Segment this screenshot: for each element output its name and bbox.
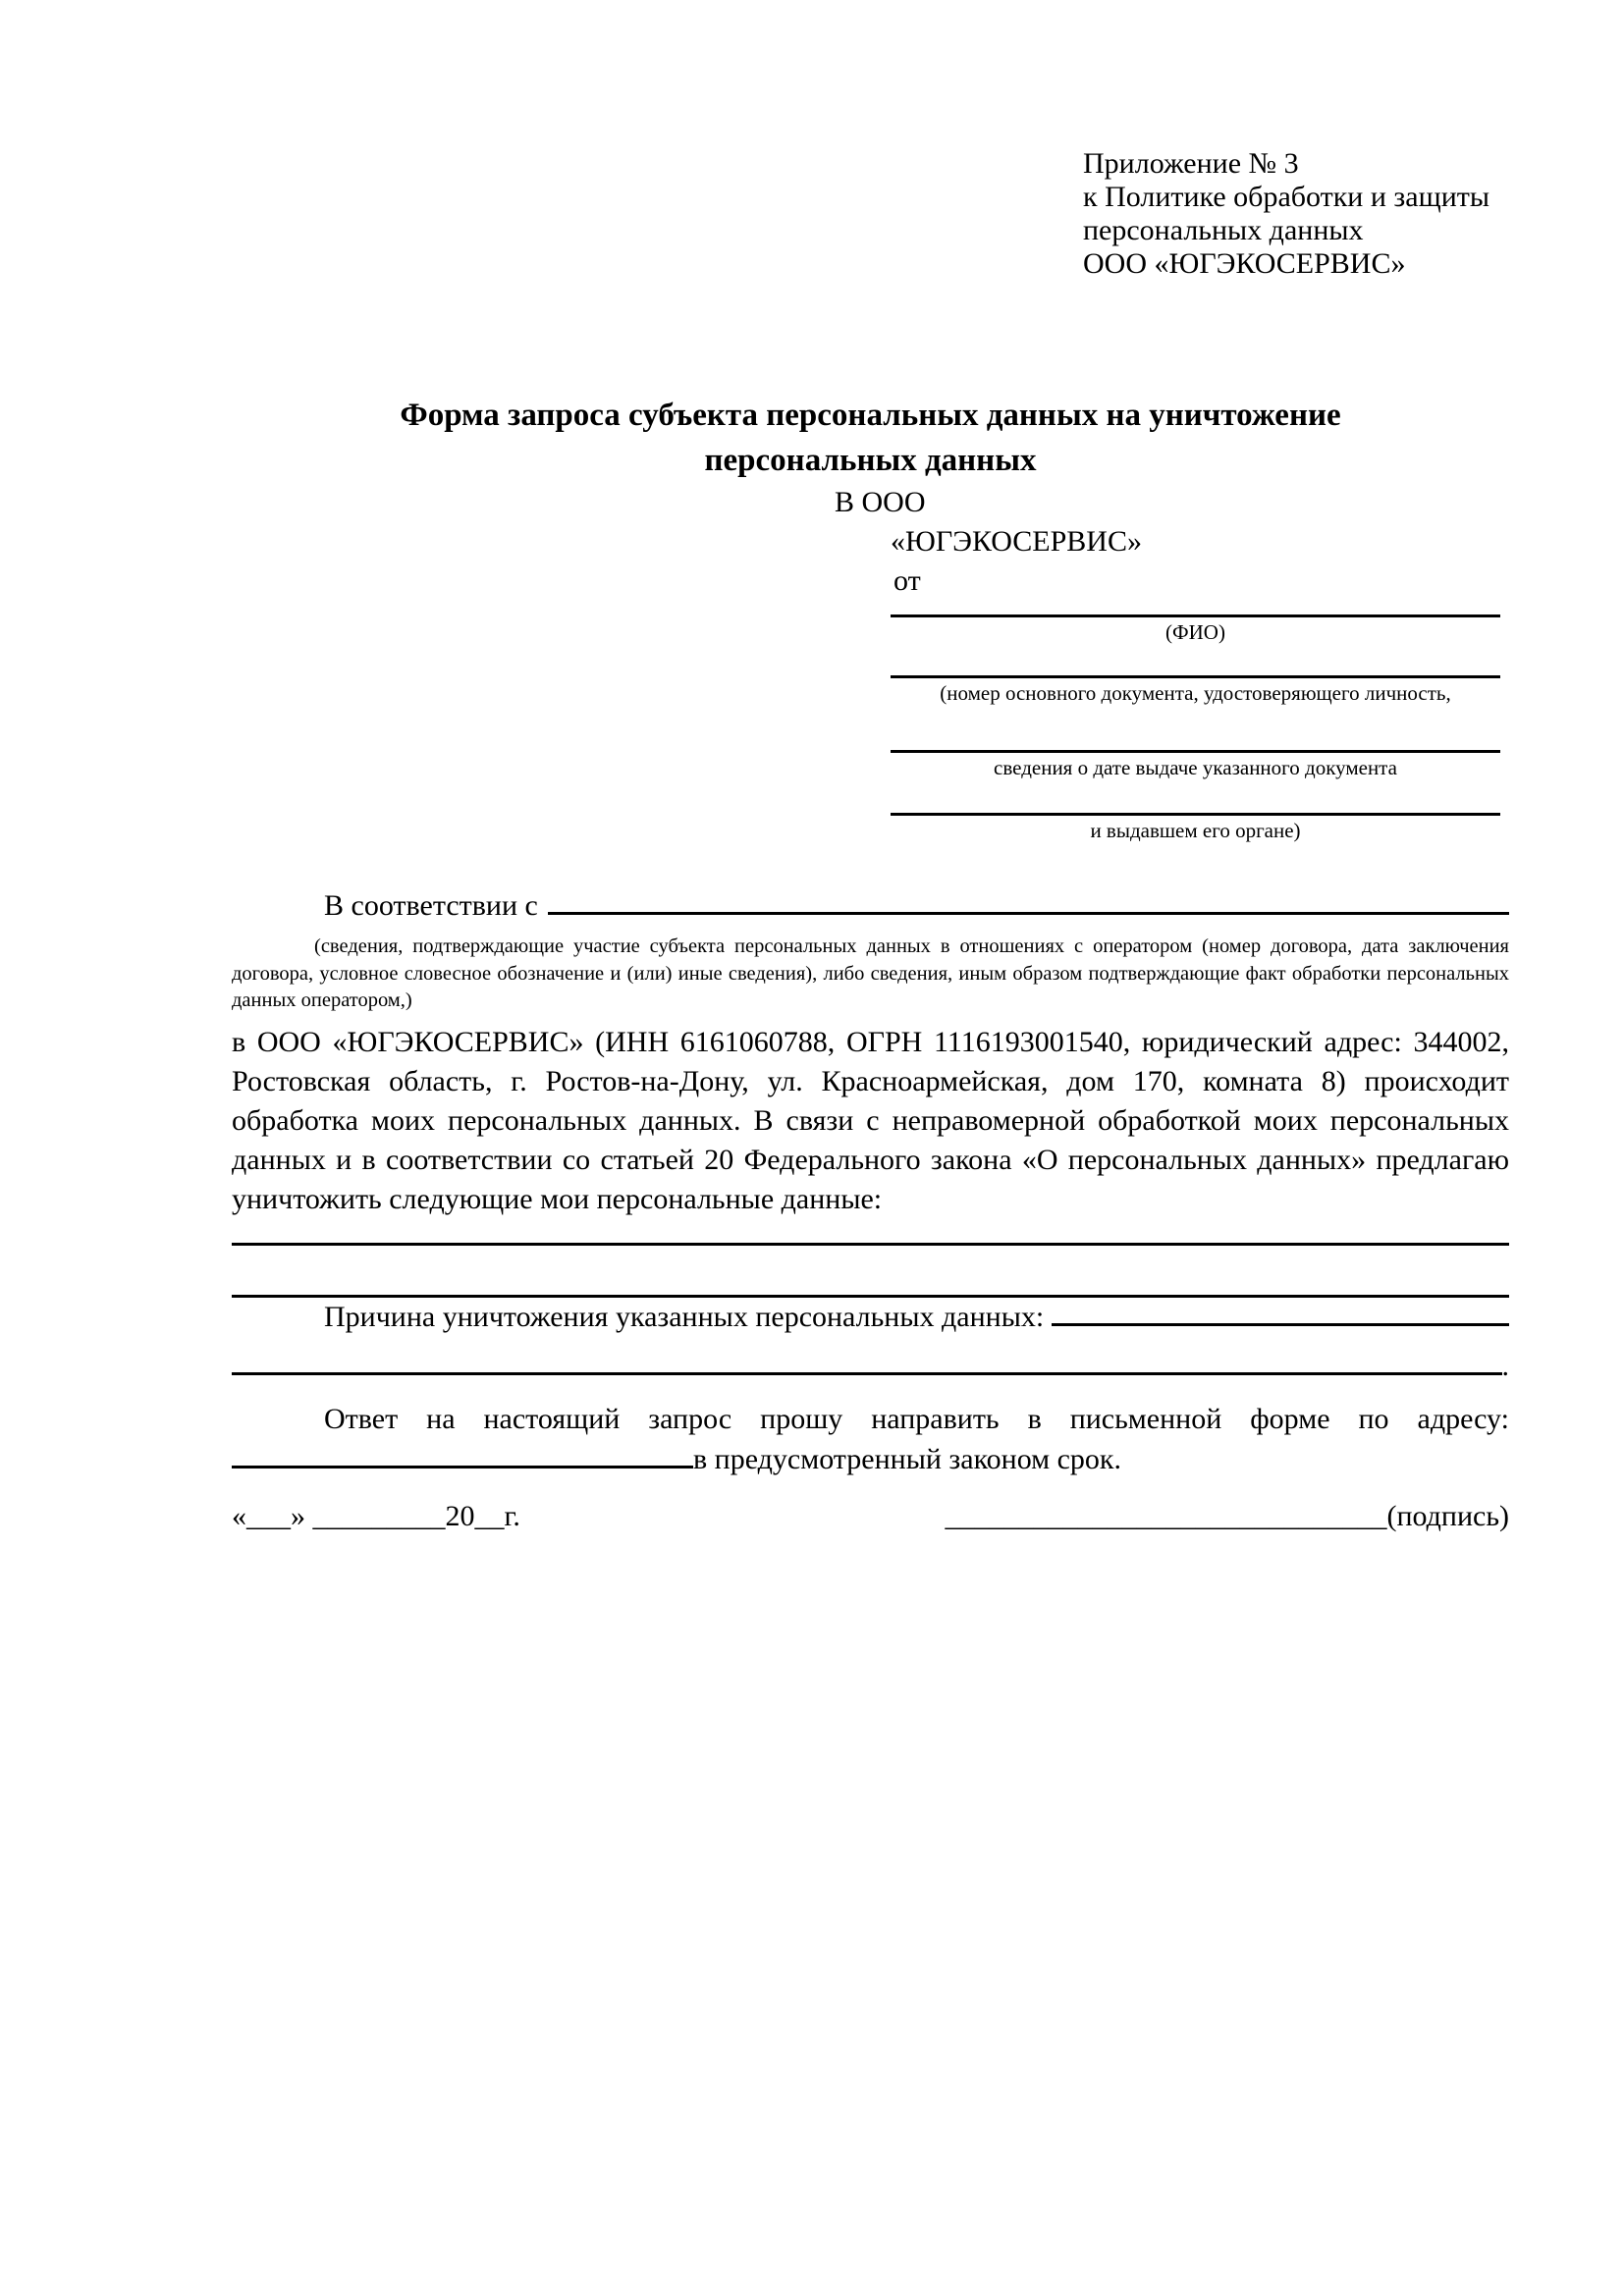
appendix-line: персональных данных	[1083, 214, 1364, 246]
title-line: персональных данных	[704, 443, 1037, 478]
appendix-block	[1083, 147, 1489, 281]
issuing-authority-blank-line	[891, 813, 1500, 816]
accordance-line	[232, 886, 1509, 926]
main-paragraph: в ООО «ЮГЭКОСЕРВИС» (ИНН 6161060788, ОГРН 1116193001540, юридический адрес: 344002, Ростовская область, г. Ростов-на-Дону, ул. Красноармейская, дом 170, комната 8) происходит обработка моих персональных данных. В связи с неправомерной обработкой моих персональных данных и в соответствии со статьей 20 Федерального закона «О персональных данных» предлагаю уничтожить следующие мои персональные данные:	[232, 1025, 1509, 1215]
appendix-line: к Политике обработки и защиты	[1083, 181, 1490, 213]
document-number-caption: (номер основного документа, удостоверяющего личность,	[940, 681, 1451, 705]
reason-line	[232, 1298, 1509, 1347]
document-number-blank-line	[891, 675, 1500, 678]
reason-continuation-line	[232, 1347, 1509, 1396]
issuing-authority-caption: и выдавшем его органе)	[1090, 819, 1301, 842]
fio-caption: (ФИО)	[1165, 620, 1225, 644]
addressee-block	[835, 483, 1142, 601]
reason-blank-line	[1052, 1323, 1509, 1326]
issue-date-blank-line	[891, 750, 1500, 753]
appendix-line: ООО «ЮГЭКОСЕРВИС»	[1083, 247, 1406, 280]
period-text: .	[1501, 1349, 1509, 1382]
data-blank-line	[232, 1246, 1509, 1298]
accordance-note: (сведения, подтверждающие участие субъекта персональных данных в отношениях с оператором (номер договора, дата заключения договора, условное словесное обозначение и (или) иные сведения), либо сведения, иным образом подтверждающие факт обработки персональных данных оператором,)	[232, 935, 1509, 1011]
answer-paragraph-line1: Ответ на настоящий запрос прошу направить в письменной форме по адресу:	[324, 1402, 1509, 1435]
document-body	[232, 886, 1509, 1536]
addressee-line: «ЮГЭКОСЕРВИС»	[891, 525, 1142, 558]
reason-blank-line-2	[232, 1372, 1502, 1375]
document-title	[232, 393, 1509, 483]
issue-date-caption: сведения о дате выдаче указанного документа	[994, 756, 1397, 779]
addressee-line: В ООО	[835, 486, 926, 518]
title-line: Форма запроса субъекта персональных данных на уничтожение	[400, 398, 1341, 433]
address-blank-line	[232, 1466, 693, 1468]
appendix-line: Приложение № 3	[1083, 147, 1299, 180]
footer-row	[232, 1497, 1509, 1536]
answer-paragraph-line2	[232, 1440, 1509, 1483]
data-blank-line	[232, 1219, 1509, 1246]
accordance-blank-line	[548, 912, 1509, 915]
addressee-line: от	[893, 564, 921, 597]
reason-label: Причина уничтожения указанных персональных данных:	[324, 1300, 1045, 1333]
answer-line2-text: в предусмотренный законом срок.	[693, 1442, 1121, 1475]
accordance-lead: В соответствии с	[324, 889, 538, 922]
fio-blank-line	[891, 614, 1500, 617]
signature-fill-in: ______________________________(подпись)	[945, 1499, 1509, 1532]
date-fill-in: «___» _________20__г.	[232, 1499, 520, 1532]
